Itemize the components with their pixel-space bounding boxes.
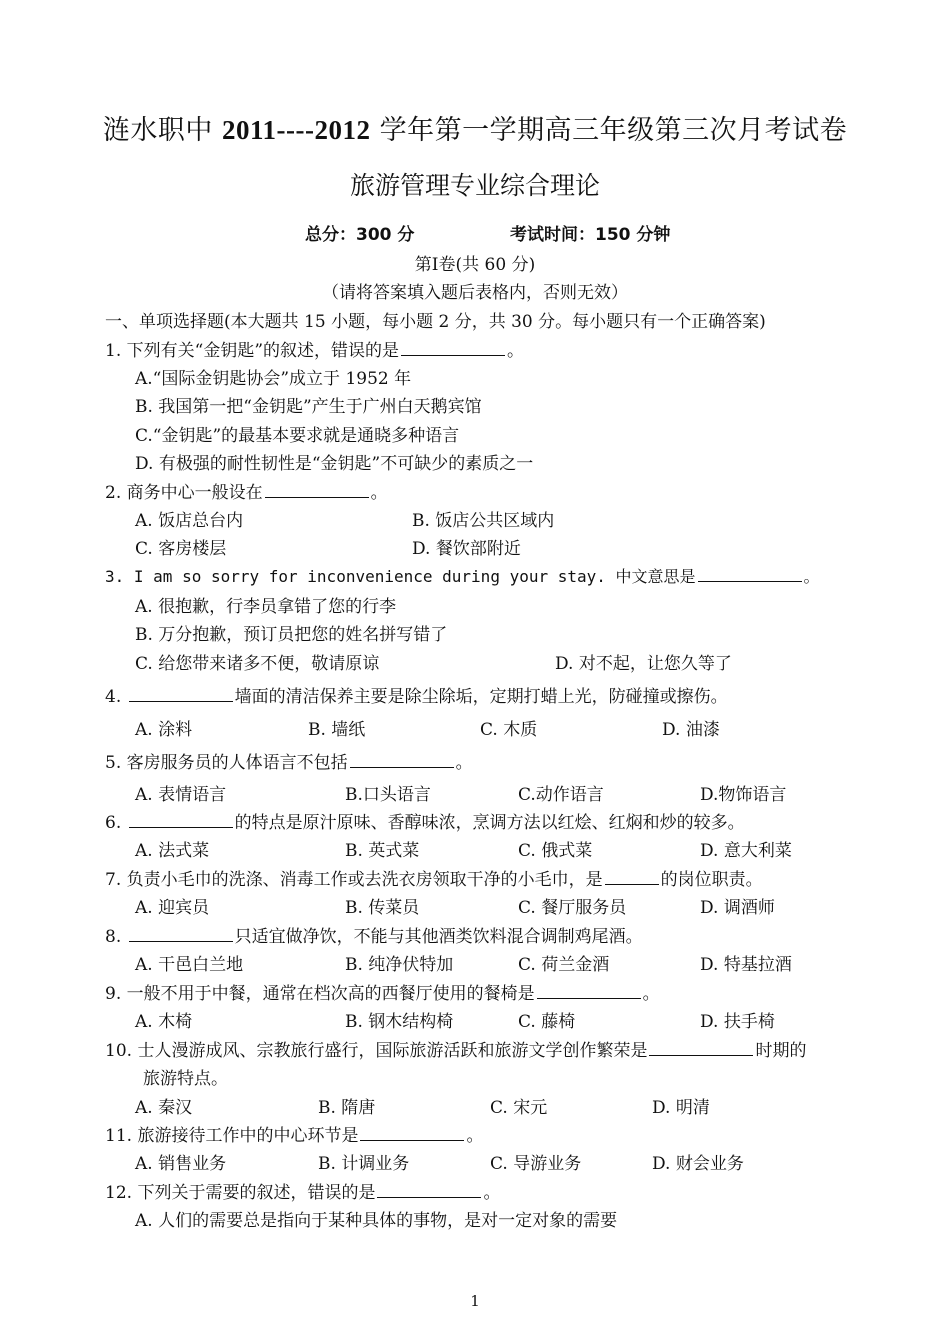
total-score: 总分：300 分 — [305, 225, 415, 245]
option-9a: A. 木椅 — [135, 1012, 193, 1032]
option-10b: B. 隋唐 — [318, 1098, 376, 1118]
answer-blank — [265, 483, 369, 498]
option-5d: D.物饰语言 — [700, 785, 787, 805]
option-10d: D. 明清 — [652, 1098, 710, 1118]
option-7c: C. 餐厅服务员 — [518, 898, 627, 918]
option-3b: B. 万分抱歉，预订员把您的姓名拼写错了 — [135, 625, 448, 645]
answer-blank — [129, 687, 233, 702]
question-12: 12. 下列关于需要的叙述，错误的是 。 — [105, 1183, 501, 1203]
option-8c: C. 荷兰金酒 — [518, 955, 610, 975]
title-year: 2011----2012 — [222, 115, 371, 145]
answer-note: （请将答案填入题后表格内，否则无效） — [322, 283, 628, 303]
option-11b: B. 计调业务 — [318, 1154, 410, 1174]
answer-blank — [698, 567, 802, 582]
option-5c: C.动作语言 — [518, 785, 604, 805]
option-3c: C. 给您带来诸多不便，敬请原谅 — [135, 654, 380, 674]
option-11c: C. 导游业务 — [490, 1154, 582, 1174]
answer-blank — [649, 1041, 753, 1056]
option-6d: D. 意大利菜 — [700, 841, 792, 861]
answer-blank — [129, 927, 233, 942]
answer-blank — [377, 1183, 481, 1198]
option-5b: B.口头语言 — [345, 785, 431, 805]
exam-subtitle: 旅游管理专业综合理论 — [349, 171, 600, 200]
option-7b: B. 传菜员 — [345, 898, 420, 918]
option-2d: D. 餐饮部附近 — [412, 539, 521, 559]
exam-title — [0, 108, 950, 147]
option-7a: A. 迎宾员 — [135, 898, 210, 918]
exam-time: 考试时间：150 分钟 — [510, 225, 671, 245]
question-7: 7. 负责小毛巾的洗涤、消毒工作或去洗衣房领取干净的小毛巾，是 的岗位职责。 — [105, 870, 763, 890]
option-2a: A. 饭店总台内 — [135, 511, 244, 531]
question-2: 2. 商务中心一般设在 。 — [105, 483, 388, 503]
option-8b: B. 纯净伏特加 — [345, 955, 454, 975]
question-3: 3. I am so sorry for inconvenience during your stay. 中文意思是 。 — [105, 567, 820, 586]
option-5a: A. 表情语言 — [135, 785, 227, 805]
option-9d: D. 扶手椅 — [700, 1012, 775, 1032]
answer-blank — [129, 813, 233, 828]
page-number: 1 — [470, 1292, 480, 1310]
option-11d: D. 财会业务 — [652, 1154, 744, 1174]
option-8d: D. 特基拉酒 — [700, 955, 792, 975]
option-4d: D. 油漆 — [662, 720, 720, 740]
volume-label: 第Ⅰ卷(共 60 分) — [414, 255, 536, 275]
answer-blank — [537, 984, 641, 999]
option-4a: A. 涂料 — [135, 720, 193, 740]
option-9b: B. 钢木结构椅 — [345, 1012, 454, 1032]
question-10-cont: 旅游特点。 — [143, 1069, 228, 1089]
option-6b: B. 英式菜 — [345, 841, 420, 861]
answer-blank — [350, 753, 454, 768]
option-4b: B. 墙纸 — [308, 720, 366, 740]
option-2b: B. 饭店公共区域内 — [412, 511, 555, 531]
option-8a: A. 干邑白兰地 — [135, 955, 244, 975]
answer-blank — [401, 341, 505, 356]
option-10c: C. 宋元 — [490, 1098, 548, 1118]
option-6c: C. 俄式菜 — [518, 841, 593, 861]
question-6: 6. 的特点是原汁原味、香醇味浓，烹调方法以红烩、红焖和炒的较多。 — [105, 813, 745, 833]
title-term: 学年第一学期高三年级第三次月考试卷 — [370, 115, 848, 146]
question-10: 10. 士人漫游成风、宗教旅行盛行，国际旅游活跃和旅游文学创作繁荣是 时期的 — [105, 1041, 807, 1061]
option-1a: A.“国际金钥匙协会”成立于 1952 年 — [135, 369, 412, 389]
question-9: 9. 一般不用于中餐，通常在档次高的西餐厅使用的餐椅是 。 — [105, 984, 660, 1004]
option-6a: A. 法式菜 — [135, 841, 210, 861]
option-9c: C. 藤椅 — [518, 1012, 576, 1032]
title-school: 涟水职中 — [102, 115, 222, 146]
question-8: 8. 只适宜做净饮，不能与其他酒类饮料混合调制鸡尾酒。 — [105, 927, 643, 947]
option-4c: C. 木质 — [480, 720, 538, 740]
question-1: 1. 下列有关“金钥匙”的叙述，错误的是 。 — [105, 341, 525, 361]
question-5: 5. 客房服务员的人体语言不包括 。 — [105, 753, 473, 773]
option-12a: A. 人们的需要总是指向于某种具体的事物，是对一定对象的需要 — [135, 1211, 618, 1231]
answer-blank — [360, 1126, 464, 1141]
option-2c: C. 客房楼层 — [135, 539, 227, 559]
option-1c: C.“金钥匙”的最基本要求就是通晓多种语言 — [135, 426, 460, 446]
question-4: 4. 墙面的清洁保养主要是除尘除垢，定期打蜡上光，防碰撞或擦伤。 — [105, 687, 728, 707]
option-3d: D. 对不起，让您久等了 — [555, 654, 732, 674]
option-1b: B. 我国第一把“金钥匙”产生于广州白天鹅宾馆 — [135, 397, 482, 417]
option-7d: D. 调酒师 — [700, 898, 775, 918]
option-10a: A. 秦汉 — [135, 1098, 193, 1118]
option-3a: A. 很抱歉，行李员拿错了您的行李 — [135, 597, 397, 617]
option-11a: A. 销售业务 — [135, 1154, 227, 1174]
option-1d: D. 有极强的耐性韧性是“金钥匙”不可缺少的素质之一 — [135, 454, 534, 474]
question-11: 11. 旅游接待工作中的中心环节是 。 — [105, 1126, 484, 1146]
answer-blank — [605, 870, 659, 885]
section-heading: 一、单项选择题(本大题共 15 小题，每小题 2 分，共 30 分。每小题只有一个正确答案) — [105, 312, 766, 332]
